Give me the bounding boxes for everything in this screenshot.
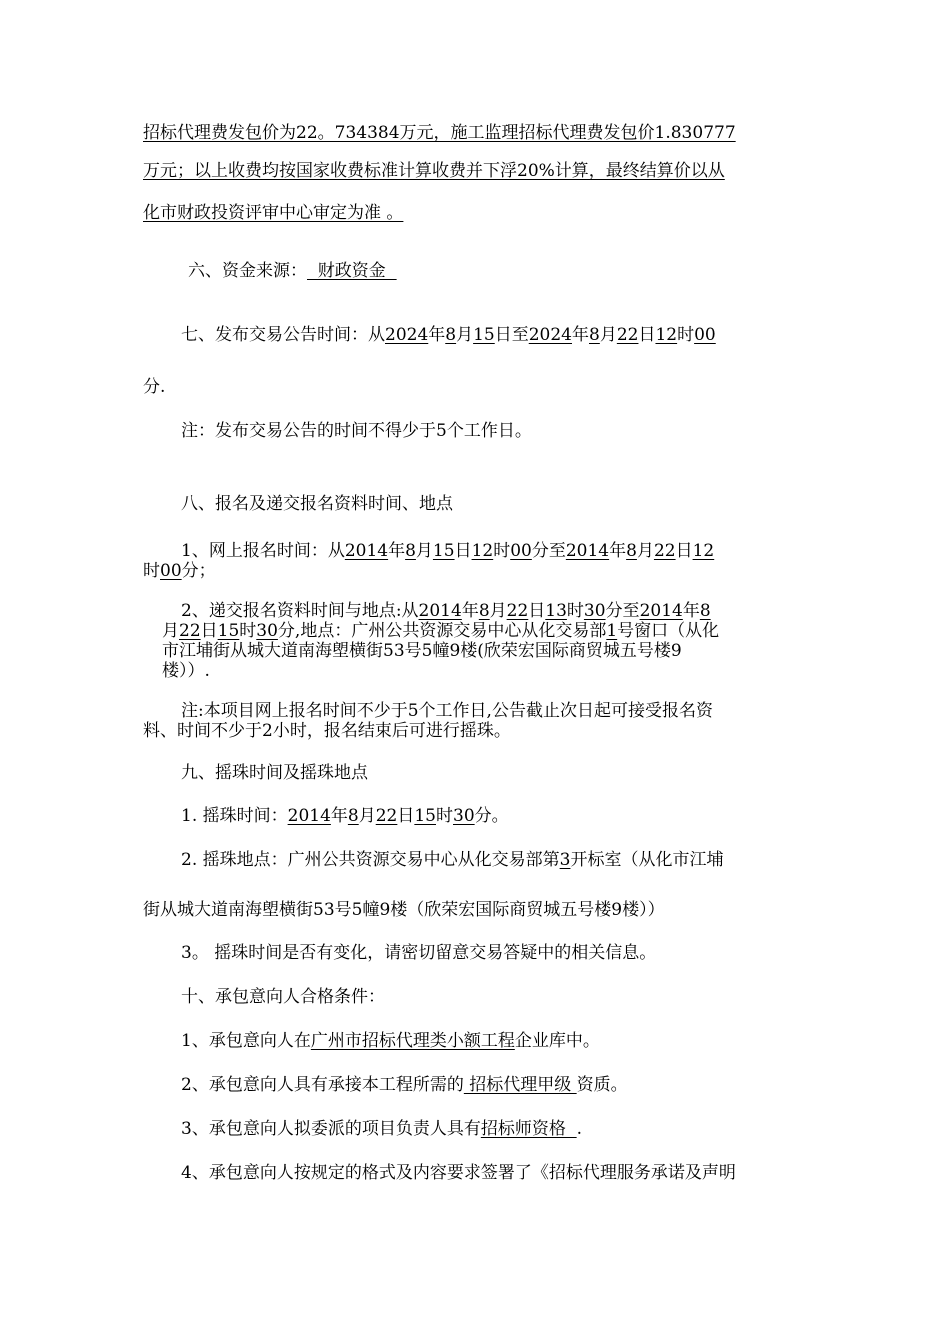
submission-line-1 [181,600,711,622]
text: 时 [143,561,160,581]
qualification-item-3 [181,1118,582,1140]
date-value: 30 [453,806,475,826]
announcement-start-month: 8 [445,325,457,345]
date-value: 30 [583,601,606,621]
announcement-start-year: 2024 [385,325,429,345]
date-value: 2014 [287,806,331,826]
qualification-item-1 [181,1030,600,1052]
date-value: 30 [256,621,278,641]
lottery-change-note: 3。 摇珠时间是否有变化，请密切留意交易答疑中的相关信息。 [181,943,657,963]
text: . [576,1119,583,1139]
text: 年 [572,325,589,345]
text: 分,地点：广州公共资源交易中心从化交易部 [277,621,607,641]
qualification-item-4: 4、承包意向人按规定的格式及内容要求签署了《招标代理服务承诺及声明 [181,1163,736,1183]
online-registration-line-1 [181,540,714,562]
announcement-start-day: 15 [473,325,495,345]
date-value: 12 [692,541,715,561]
room-number: 3 [559,850,571,870]
text: 分。 [474,806,509,826]
text: 年 [330,806,348,826]
fee-text-line-2: 万元；以上收费均按国家收费标准计算收费并下浮20%计算，最终结算价以从 [143,161,725,181]
text: 年 [609,541,627,561]
text: 时 [493,541,511,561]
announcement-end-hour: 12 [655,325,678,345]
announcement-time-line-2: 分. [143,377,166,397]
text: 日 [528,601,546,621]
date-value: 22 [506,601,529,621]
announcement-end-minute: 00 [694,325,716,345]
text: 分； [181,561,216,581]
date-value: 00 [160,561,182,581]
text: 分至 [531,541,566,561]
text: 开标室（从化市江埔 [570,850,724,870]
online-registration-line-2 [143,560,216,582]
text: 月 [456,325,474,345]
announcement-time-line [181,324,716,346]
text: 日 [675,541,693,561]
lottery-location-line-2: 街从城大道南海塱横街53号5幢9楼（欣荣宏国际商贸城五号楼9楼）） [143,900,665,920]
date-value: 15 [217,621,240,641]
date-value: 8 [347,806,359,826]
enterprise-database: 广州市招标代理类小额工程 [310,1031,515,1051]
text: 日 [454,541,472,561]
text: 日 [200,621,218,641]
text: 1、承包意向人在 [181,1031,311,1051]
text: 2、递交报名资料时间与地点:从 [181,601,419,621]
funding-label: 六、资金来源： [188,261,307,281]
text: 年 [388,541,406,561]
text: 月 [358,806,376,826]
text: 日至 [494,325,529,345]
text: 月 [599,325,617,345]
text: 日 [397,806,415,826]
qualification-grade: 招标代理甲级 [463,1075,577,1095]
text: 时 [677,325,695,345]
text: 年 [461,601,479,621]
text: 2、承包意向人具有承接本工程所需的 [181,1075,464,1095]
registration-note-line-1: 注:本项目网上报名时间不少于5个工作日,公告截止次日起可接受报名资 [181,701,713,721]
text: 企业库中。 [514,1031,600,1051]
funding-line [188,260,397,282]
date-value: 2014 [565,541,610,561]
date-value: 13 [545,601,567,621]
funding-value: 财政资金 [307,261,397,281]
text: 月 [162,621,179,641]
text: 日 [638,325,656,345]
text: 1. 摇珠时间： [181,806,288,826]
text: 资质。 [576,1075,628,1095]
text: 月 [489,601,507,621]
qualification-item-2 [181,1074,628,1096]
submission-line-4: 楼））. [162,661,210,681]
date-value: 15 [432,541,455,561]
date-value: 8 [478,601,490,621]
text: 分至 [605,601,640,621]
section-8-title: 八、报名及递交报名资料时间、地点 [181,494,453,514]
text: 年 [682,601,700,621]
date-value: 15 [414,806,436,826]
text: 时 [239,621,257,641]
fee-text-line-1: 招标代理费发包价为22。734384万元，施工监理招标代理费发包价1.830777 [143,123,736,143]
section-10-title: 十、承包意向人合格条件： [181,987,385,1007]
announcement-prefix: 七、发布交易公告时间：从 [181,325,385,345]
announcement-end-month: 8 [589,325,600,345]
date-value: 22 [179,621,201,641]
announcement-end-day: 22 [616,325,639,345]
lottery-time-line [181,805,509,827]
text: 月 [636,541,654,561]
date-value: 8 [699,601,711,621]
lottery-location-line-1 [181,849,723,871]
date-value: 00 [510,541,532,561]
registration-note-line-2: 料、时间不少于2小时，报名结束后可进行摇珠。 [143,721,511,741]
fee-text-line-3: 化市财政投资评审中心审定为准 。 [143,203,404,223]
text: 号窗口（从化 [617,621,720,641]
section-9-title: 九、摇珠时间及摇珠地点 [181,763,368,783]
text: 时 [436,806,453,826]
date-value: 8 [626,541,637,561]
submission-line-3: 市江埔街从城大道南海塱横街53号5幢9楼(欣荣宏国际商贸城五号楼9 [162,641,682,661]
announcement-end-year: 2024 [528,325,572,345]
date-value: 22 [653,541,676,561]
text: 年 [428,325,446,345]
announcement-note: 注：发布交易公告的时间不得少于5个工作日。 [181,421,532,441]
text: 1、网上报名时间：从 [181,541,345,561]
manager-qualification: 招标师资格 [480,1119,577,1139]
date-value: 2014 [344,541,389,561]
text: 3、承包意向人拟委派的项目负责人具有 [181,1119,481,1139]
submission-line-2 [162,620,719,642]
window-number: 1 [606,621,618,641]
text: 2. 摇珠地点：广州公共资源交易中心从化交易部第 [181,850,560,870]
date-value: 2014 [639,601,683,621]
date-value: 22 [375,806,398,826]
date-value: 12 [471,541,494,561]
date-value: 2014 [418,601,462,621]
text: 时 [566,601,584,621]
date-value: 8 [405,541,416,561]
text: 月 [415,541,433,561]
